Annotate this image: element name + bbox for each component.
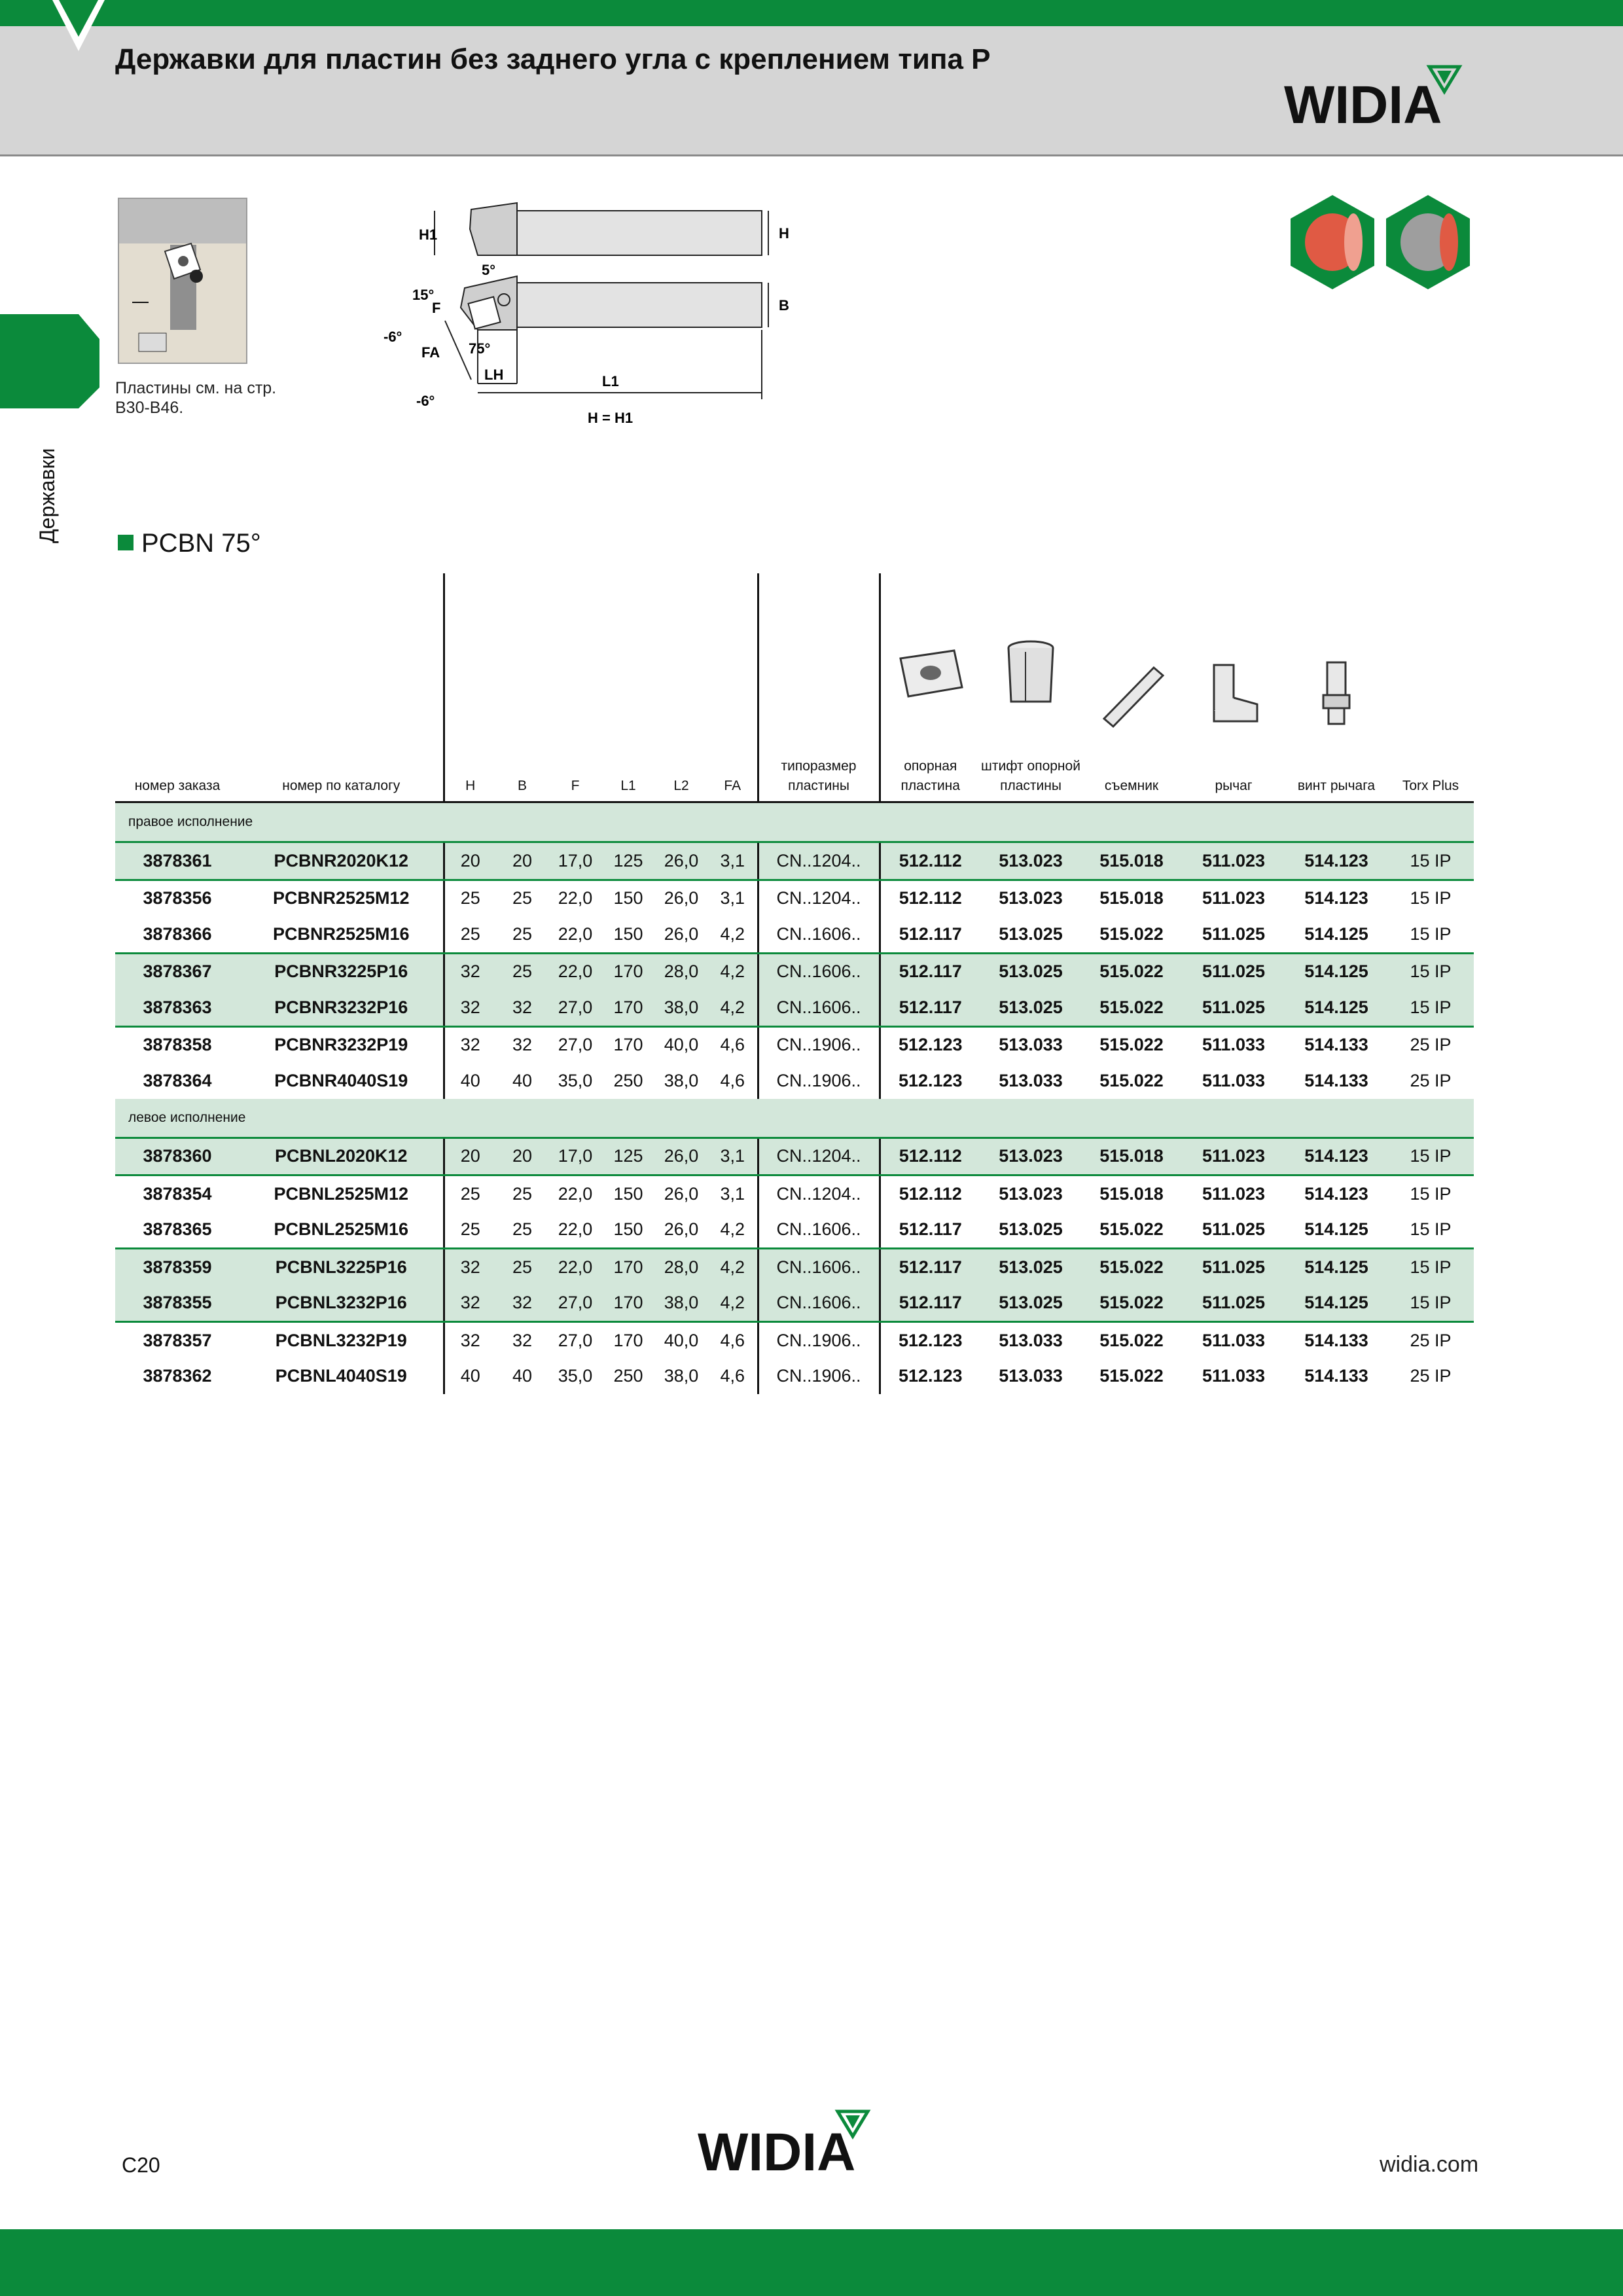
table-cell: 40,0 <box>664 1330 699 1350</box>
table-cell: 514.125 <box>1285 1212 1387 1249</box>
table-cell: 515.022 <box>1081 1285 1182 1322</box>
table-cell: 3,1 <box>708 1138 758 1175</box>
col-header: номер по каталогу <box>240 573 444 802</box>
svg-text:WIDIA: WIDIA <box>1284 75 1442 135</box>
table-cell: 15 IP <box>1387 990 1474 1026</box>
table-row <box>115 953 1474 990</box>
holder-photo <box>118 198 247 364</box>
table-cell: 170 <box>602 953 654 990</box>
table-cell: CN..1906.. <box>758 1063 880 1099</box>
section-title: PCBN 75° <box>141 529 261 558</box>
table-cell: 511.025 <box>1182 916 1285 953</box>
table-cell: 3,1 <box>708 1175 758 1212</box>
table-row <box>115 1063 1474 1099</box>
drawing-label: H = H1 <box>588 410 633 426</box>
table-cell: 26,0 <box>654 842 708 880</box>
table-cell: 511.033 <box>1202 1330 1266 1350</box>
top-band <box>0 0 1623 26</box>
table-cell: PCBNR2020K12 <box>240 842 444 880</box>
table-cell: 4,2 <box>708 1212 758 1249</box>
table-cell: 40 <box>512 1366 533 1386</box>
table-cell: 26,0 <box>654 916 708 953</box>
lever-screw-icon <box>1297 658 1376 730</box>
table-cell: PCBNL3232P16 <box>240 1285 444 1322</box>
table-row <box>115 1026 1474 1063</box>
table-cell: 513.033 <box>999 1366 1063 1386</box>
table-cell: 25 <box>512 888 533 908</box>
table-cell: 250 <box>613 1070 643 1090</box>
table-cell: CN..1204.. <box>758 1175 880 1212</box>
table-cell: 4,2 <box>708 953 758 990</box>
table-cell: 512.112 <box>899 1183 962 1204</box>
table-cell: CN..1606.. <box>758 953 880 990</box>
table-cell: 3878364 <box>143 1070 212 1090</box>
table-cell: 3,1 <box>708 842 758 880</box>
table-cell: 32 <box>460 1330 480 1350</box>
table-cell: PCBNR4040S19 <box>240 1063 444 1099</box>
table-row <box>115 1359 1474 1395</box>
table-cell: 514.125 <box>1285 953 1387 990</box>
table-cell: 3878362 <box>143 1366 212 1386</box>
group-label: правое исполнение <box>115 802 1474 842</box>
col-header: Torx Plus <box>1387 573 1474 802</box>
table-row <box>115 916 1474 953</box>
table-cell: 514.133 <box>1304 1035 1368 1055</box>
table-cell: 3878366 <box>115 916 240 953</box>
col-header: FA <box>708 573 758 802</box>
table-row <box>115 880 1474 916</box>
table-cell: 25 <box>444 916 496 953</box>
grade-icons <box>1289 194 1479 298</box>
table-cell: 20 <box>496 1138 548 1175</box>
table-cell: CN..1906.. <box>758 1359 880 1395</box>
table-cell: 513.025 <box>980 1285 1081 1322</box>
table-cell: 32 <box>460 1035 480 1055</box>
table-cell: 512.123 <box>898 1035 963 1055</box>
grade-hexagon-icon <box>1386 195 1470 289</box>
bottom-band <box>0 2229 1623 2296</box>
table-cell: 15 IP <box>1410 1183 1452 1204</box>
table-cell: 512.117 <box>880 1285 980 1322</box>
table-cell: PCBNR3232P19 <box>240 1026 444 1063</box>
table-cell: 25 <box>496 953 548 990</box>
table-cell: 511.023 <box>1182 1138 1285 1175</box>
table-cell: 511.033 <box>1202 1366 1266 1386</box>
col-header: F <box>548 573 602 802</box>
table-cell: 20 <box>496 842 548 880</box>
drawing-label: H1 <box>419 226 438 243</box>
section-heading <box>118 529 261 558</box>
table-cell: 22,0 <box>548 1249 602 1285</box>
table-cell: 22,0 <box>548 1212 602 1249</box>
table-cell: 513.025 <box>980 1212 1081 1249</box>
table-cell: 511.023 <box>1202 888 1266 908</box>
col-header: B <box>496 573 548 802</box>
side-tab-marker <box>0 314 105 412</box>
table-cell: 3,1 <box>708 880 758 916</box>
table-cell: 22,0 <box>548 953 602 990</box>
table-cell: 4,6 <box>708 1322 758 1359</box>
table-cell: 32 <box>444 1249 496 1285</box>
table-cell: CN..1606.. <box>758 1249 880 1285</box>
table-cell: 514.133 <box>1304 1070 1368 1090</box>
table-cell: 25 <box>512 1183 533 1204</box>
page-title: Державки для пластин без заднего угла с креплением типа P <box>115 43 991 75</box>
table-cell: 27,0 <box>548 1285 602 1322</box>
table-cell: 38,0 <box>664 1366 699 1386</box>
table-cell: 4,2 <box>708 916 758 953</box>
col-header: L2 <box>654 573 708 802</box>
table-cell: 513.025 <box>980 916 1081 953</box>
table-cell: 511.033 <box>1202 1070 1266 1090</box>
svg-text:WIDIA: WIDIA <box>698 2123 856 2182</box>
product-table <box>115 573 1474 1394</box>
group-header-row <box>115 802 1474 842</box>
table-cell: 25 <box>444 1212 496 1249</box>
table-cell: 511.025 <box>1182 1212 1285 1249</box>
table-cell: 40 <box>460 1366 480 1386</box>
table-cell: 170 <box>602 1285 654 1322</box>
drawing-label: F <box>432 300 441 316</box>
table-cell: 513.023 <box>999 888 1063 908</box>
table-cell: 514.123 <box>1285 1138 1387 1175</box>
table-cell: PCBNL2020K12 <box>240 1138 444 1175</box>
table-cell: 515.018 <box>1099 888 1164 908</box>
table-cell: 170 <box>602 1249 654 1285</box>
table-cell: 513.025 <box>980 953 1081 990</box>
table-row <box>115 842 1474 880</box>
table-cell: 514.125 <box>1285 916 1387 953</box>
table-cell: CN..1204.. <box>758 842 880 880</box>
table-cell: 512.117 <box>880 1212 980 1249</box>
table-cell: PCBNL3232P19 <box>240 1322 444 1359</box>
col-header-lever: рычаг <box>1182 573 1285 802</box>
table-cell: 3878361 <box>115 842 240 880</box>
table-cell: 3878356 <box>143 888 212 908</box>
table-cell: CN..1906.. <box>758 1322 880 1359</box>
table-cell: 515.022 <box>1081 1249 1182 1285</box>
table-cell: 27,0 <box>558 1330 593 1350</box>
table-cell: 170 <box>613 1330 643 1350</box>
table-cell: 515.018 <box>1081 842 1182 880</box>
table-row <box>115 1285 1474 1322</box>
table-row <box>115 1322 1474 1359</box>
table-cell: 515.022 <box>1099 1070 1164 1090</box>
table-cell: 3878359 <box>115 1249 240 1285</box>
table-cell: 515.018 <box>1099 1183 1164 1204</box>
table-cell: 515.022 <box>1081 953 1182 990</box>
shim-plate-icon <box>891 639 970 711</box>
drawing-label: 5° <box>482 262 496 278</box>
table-cell: 25 <box>496 1249 548 1285</box>
table-cell: 512.123 <box>898 1366 963 1386</box>
table-cell: 512.117 <box>880 916 980 953</box>
table-cell: 512.123 <box>898 1330 963 1350</box>
table-cell: 40,0 <box>664 1035 699 1055</box>
table-cell: 125 <box>602 842 654 880</box>
side-tab-label: Державки <box>35 448 59 543</box>
table-cell: 511.025 <box>1182 1285 1285 1322</box>
table-cell: 511.023 <box>1182 842 1285 880</box>
table-cell: 38,0 <box>654 1285 708 1322</box>
table-cell: CN..1606.. <box>758 990 880 1026</box>
table-cell: 17,0 <box>548 842 602 880</box>
group-label: левое исполнение <box>115 1099 1474 1138</box>
table-cell: 22,0 <box>548 916 602 953</box>
table-cell: 26,0 <box>664 1183 699 1204</box>
table-cell: 40 <box>512 1070 533 1090</box>
col-header-pin: штифт опорной пластины <box>980 573 1081 802</box>
table-cell: 4,6 <box>708 1359 758 1395</box>
table-cell: 32 <box>512 1330 533 1350</box>
table-cell: 515.022 <box>1081 990 1182 1026</box>
table-cell: 3878363 <box>115 990 240 1026</box>
table-cell: 32 <box>496 1285 548 1322</box>
table-cell: 511.025 <box>1182 1249 1285 1285</box>
col-header: типоразмер пластины <box>758 573 880 802</box>
table-cell: 17,0 <box>548 1138 602 1175</box>
table-cell: 28,0 <box>654 953 708 990</box>
table-cell: 4,6 <box>708 1063 758 1099</box>
table-cell: CN..1606.. <box>758 1285 880 1322</box>
widia-logo-icon <box>1284 65 1480 135</box>
widia-footer-logo-icon <box>698 2108 894 2182</box>
table-cell: 514.125 <box>1285 1285 1387 1322</box>
table-cell: 512.117 <box>880 990 980 1026</box>
table-cell: 3878358 <box>143 1035 212 1055</box>
lever-icon <box>1194 658 1273 730</box>
table-cell: 25 <box>496 1212 548 1249</box>
table-cell: PCBNR3225P16 <box>240 953 444 990</box>
table-cell: 20 <box>444 842 496 880</box>
table-cell: 515.022 <box>1099 1366 1164 1386</box>
col-header-shim: опорная пластина <box>880 573 980 802</box>
table-cell: PCBNR2525M12 <box>240 880 444 916</box>
drawing-label: -6° <box>416 393 435 409</box>
table-cell: PCBNL4040S19 <box>240 1359 444 1395</box>
table-cell: 22,0 <box>558 1183 593 1204</box>
table-cell: 512.112 <box>880 842 980 880</box>
drawing-label: LH <box>484 367 504 383</box>
table-row <box>115 1249 1474 1285</box>
table-cell: 514.133 <box>1304 1330 1368 1350</box>
table-cell: 250 <box>613 1366 643 1386</box>
table-cell: 26,0 <box>664 888 699 908</box>
table-cell: 4,2 <box>708 1249 758 1285</box>
table-cell: 514.123 <box>1304 888 1368 908</box>
table-cell: 513.025 <box>980 1249 1081 1285</box>
table-cell: 32 <box>444 953 496 990</box>
table-cell: 25 IP <box>1410 1035 1452 1055</box>
table-cell: 3878365 <box>115 1212 240 1249</box>
drawing-label: B <box>779 297 789 314</box>
table-cell: CN..1204.. <box>758 880 880 916</box>
table-cell: 512.117 <box>880 1249 980 1285</box>
table-cell: 15 IP <box>1387 1138 1474 1175</box>
table-cell: 27,0 <box>558 1035 593 1055</box>
table-cell: 513.023 <box>980 842 1081 880</box>
insert-reference-note: Пластины см. на стр. B30-B46. <box>115 379 277 417</box>
table-cell: 22,0 <box>558 888 593 908</box>
table-cell: 4,2 <box>708 990 758 1026</box>
table-row <box>115 1212 1474 1249</box>
table-cell: 150 <box>613 1183 643 1204</box>
table-cell: PCBNR3232P16 <box>240 990 444 1026</box>
table-cell: 515.022 <box>1081 1212 1182 1249</box>
table-row <box>115 1175 1474 1212</box>
drawing-label: H <box>779 225 789 242</box>
holder-drawing <box>380 190 789 439</box>
table-cell: 27,0 <box>548 990 602 1026</box>
table-cell: 40 <box>460 1070 480 1090</box>
table-cell: 15 IP <box>1387 916 1474 953</box>
table-cell: 512.117 <box>880 953 980 990</box>
shim-pin-icon <box>991 639 1070 711</box>
table-cell: 515.022 <box>1099 1330 1164 1350</box>
drawing-label: 75° <box>469 340 491 357</box>
table-cell: 15 IP <box>1387 953 1474 990</box>
table-cell: PCBNR2525M16 <box>240 916 444 953</box>
drawing-label: FA <box>421 344 440 361</box>
drawing-label: -6° <box>383 329 402 345</box>
table-cell: 150 <box>613 888 643 908</box>
table-cell: 150 <box>602 916 654 953</box>
table-cell: 15 IP <box>1410 888 1452 908</box>
table-cell: 4,6 <box>708 1026 758 1063</box>
table-cell: 25 <box>496 916 548 953</box>
table-cell: 25 IP <box>1410 1070 1452 1090</box>
table-cell: 513.023 <box>999 1183 1063 1204</box>
table-row <box>115 1138 1474 1175</box>
table-cell: 514.133 <box>1304 1366 1368 1386</box>
website-link[interactable]: widia.com <box>1380 2152 1479 2177</box>
table-cell: 125 <box>602 1138 654 1175</box>
table-cell: 15 IP <box>1387 1212 1474 1249</box>
drawing-label: L1 <box>602 373 619 389</box>
table-cell: 25 <box>460 1183 480 1204</box>
grade-hexagon-icon <box>1291 195 1374 289</box>
table-cell: CN..1906.. <box>758 1026 880 1063</box>
table-cell: 512.112 <box>899 888 962 908</box>
table-cell: 4,2 <box>708 1285 758 1322</box>
table-cell: 514.125 <box>1285 1249 1387 1285</box>
table-cell: 38,0 <box>664 1070 699 1090</box>
table-cell: 515.018 <box>1081 1138 1182 1175</box>
table-cell: 3878355 <box>115 1285 240 1322</box>
table-cell: 512.112 <box>880 1138 980 1175</box>
table-cell: 511.025 <box>1182 990 1285 1026</box>
table-cell: 35,0 <box>558 1366 593 1386</box>
table-cell: 25 IP <box>1410 1330 1452 1350</box>
table-cell: 15 IP <box>1387 1249 1474 1285</box>
table-cell: PCBNL2525M12 <box>240 1175 444 1212</box>
table-cell: 26,0 <box>654 1138 708 1175</box>
table-cell: 511.023 <box>1202 1183 1266 1204</box>
table-cell: 511.025 <box>1182 953 1285 990</box>
table-cell: 150 <box>602 1212 654 1249</box>
table-cell: 15 IP <box>1387 842 1474 880</box>
table-row <box>115 990 1474 1026</box>
table-cell: 28,0 <box>654 1249 708 1285</box>
table-cell: 511.033 <box>1202 1035 1266 1055</box>
table-cell: 513.025 <box>980 990 1081 1026</box>
table-cell: 513.033 <box>999 1070 1063 1090</box>
table-cell: 3878357 <box>143 1330 212 1350</box>
table-cell: 170 <box>613 1035 643 1055</box>
table-cell: 3878367 <box>115 953 240 990</box>
table-cell: 20 <box>444 1138 496 1175</box>
table-cell: 38,0 <box>654 990 708 1026</box>
page-number: C20 <box>122 2153 160 2177</box>
table-cell: 515.022 <box>1099 1035 1164 1055</box>
table-cell: PCBNL3225P16 <box>240 1249 444 1285</box>
table-cell: 513.023 <box>980 1138 1081 1175</box>
table-cell: 513.033 <box>999 1330 1063 1350</box>
table-cell: 32 <box>444 1285 496 1322</box>
group-header-row <box>115 1099 1474 1138</box>
section-marker-icon <box>118 535 134 550</box>
table-cell: 32 <box>444 990 496 1026</box>
table-cell: 3878354 <box>143 1183 212 1204</box>
table-cell: 25 IP <box>1410 1366 1452 1386</box>
table-cell: 170 <box>602 990 654 1026</box>
col-header: номер заказа <box>115 573 240 802</box>
corner-notch-icon <box>52 0 111 52</box>
table-cell: CN..1606.. <box>758 916 880 953</box>
table-cell: 32 <box>512 1035 533 1055</box>
col-header: L1 <box>602 573 654 802</box>
table-cell: 26,0 <box>654 1212 708 1249</box>
table-cell: PCBNL2525M16 <box>240 1212 444 1249</box>
table-cell: 25 <box>460 888 480 908</box>
table-cell: 32 <box>496 990 548 1026</box>
table-cell: 514.125 <box>1285 990 1387 1026</box>
col-header-screw: винт рычага <box>1285 573 1387 802</box>
removal-tool-icon <box>1092 658 1171 730</box>
table-cell: 35,0 <box>558 1070 593 1090</box>
table-cell: 15 IP <box>1387 1285 1474 1322</box>
table-cell: 514.123 <box>1285 842 1387 880</box>
table-cell: 515.022 <box>1081 916 1182 953</box>
table-cell: CN..1204.. <box>758 1138 880 1175</box>
table-cell: 3878360 <box>115 1138 240 1175</box>
table-cell: 514.123 <box>1304 1183 1368 1204</box>
drawing-label: 15° <box>412 287 435 303</box>
table-cell: CN..1606.. <box>758 1212 880 1249</box>
col-header: H <box>444 573 496 802</box>
table-cell: 513.033 <box>999 1035 1063 1055</box>
table-cell: 512.123 <box>898 1070 963 1090</box>
col-header-remover: съемник <box>1081 573 1182 802</box>
